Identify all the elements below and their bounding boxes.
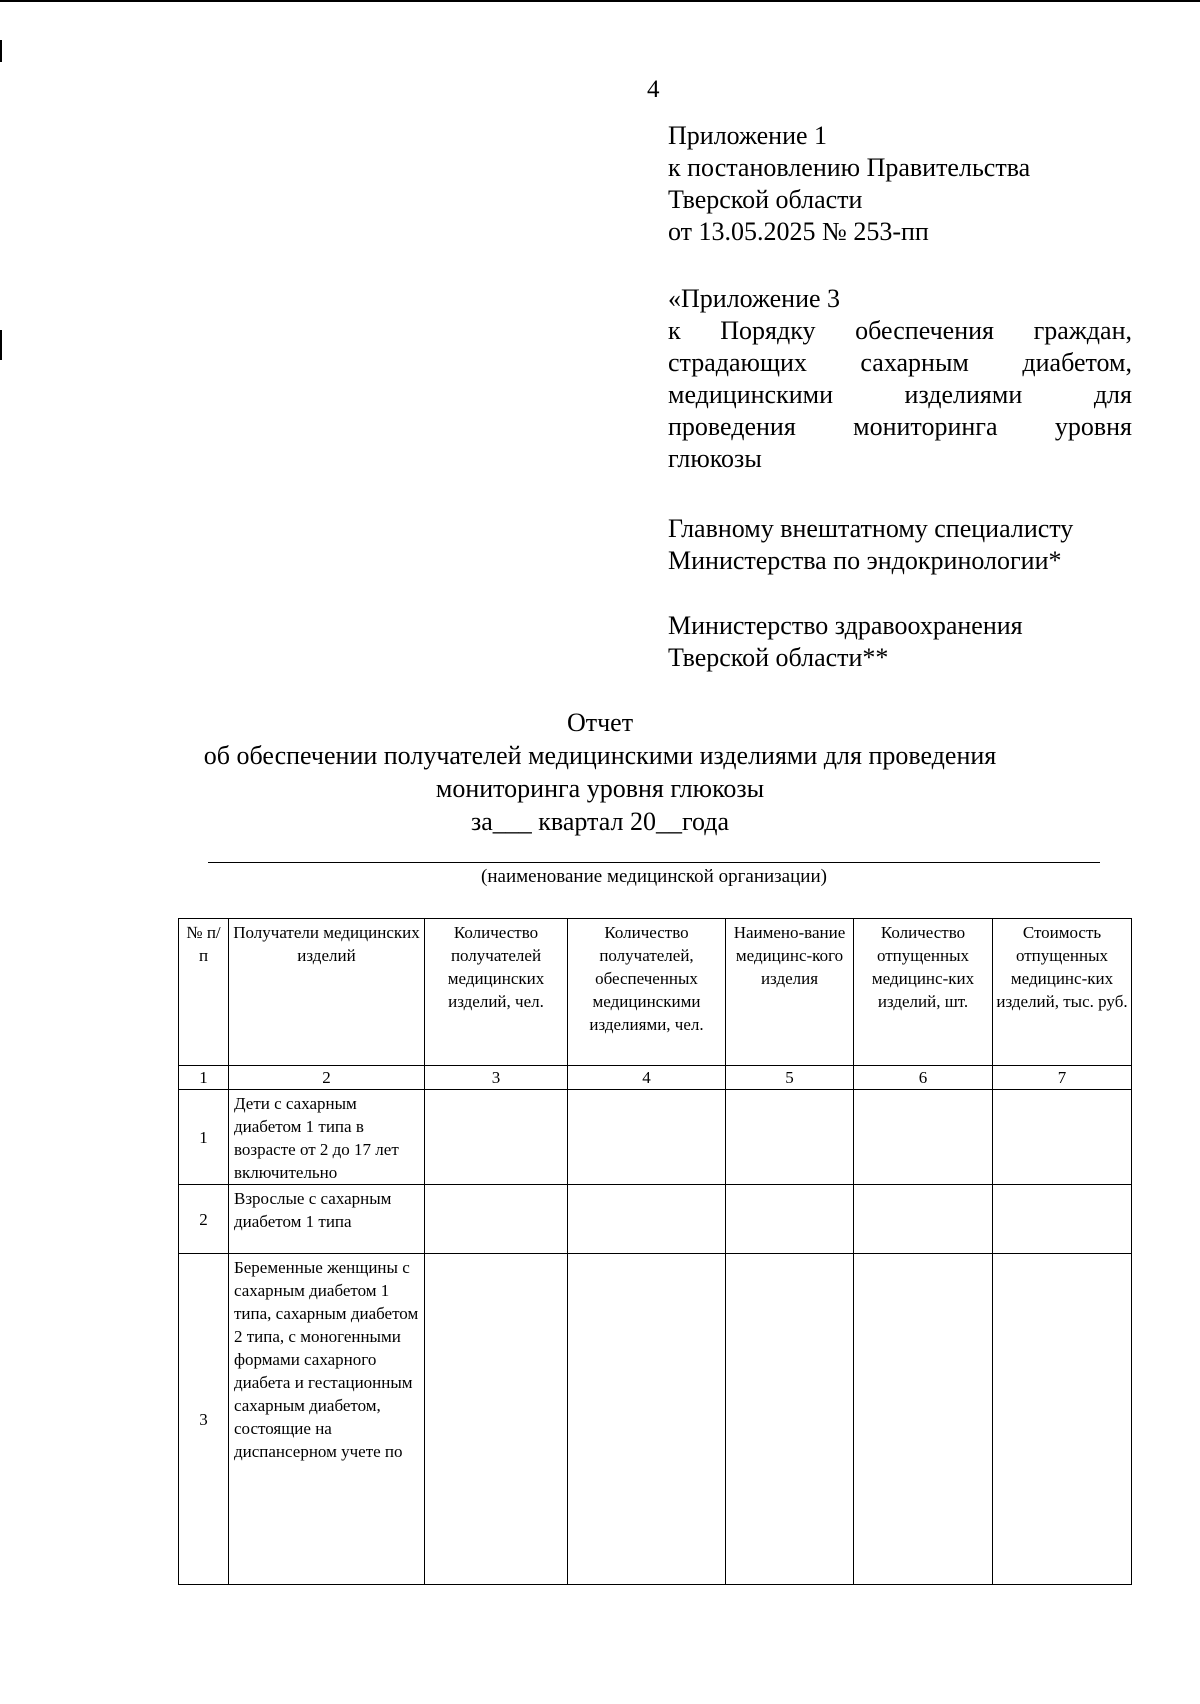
devices-cost-cell[interactable] [993,1254,1132,1585]
column-number: 3 [425,1066,568,1090]
table-header-row [179,919,1132,1066]
report-title-line: мониторинга уровня глюкозы [435,774,765,803]
addressee-line: Тверской области** [668,643,889,672]
page-number: 4 [647,76,660,103]
devices-issued-cell[interactable] [854,1185,993,1254]
table-row [179,1185,1132,1254]
report-title-line: об обеспечении получателей медицинскими изделиями для проведения [203,741,997,770]
row-number: 1 [179,1090,229,1185]
scan-edge-mark [0,40,2,62]
table-row [179,1090,1132,1185]
recipients-count-cell[interactable] [425,1254,568,1585]
report-title-line: Отчет [566,708,634,737]
column-number: 6 [854,1066,993,1090]
order-appendix-line: страдающих сахарным диабетом, [668,348,1132,377]
order-appendix-line: медицинскими изделиями для [668,380,1132,409]
organization-caption: (наименование медицинской организации) [481,866,827,887]
column-header: Количество отпущенных медицинс-ких изделий, шт. [854,919,993,1066]
column-header: Количество получателей, обеспеченных медицинскими изделиями, чел. [568,919,726,1066]
appendix-block [668,120,1132,248]
appendix-line: к постановлению Правительства [668,153,1031,182]
recipient-group: Дети с сахарным диабетом 1 типа в возрасте от 2 до 17 лет включительно [229,1090,425,1185]
column-number: 2 [229,1066,425,1090]
report-table [178,918,1132,1585]
report-title [0,706,1200,838]
order-appendix-line: проведения мониторинга уровня [668,412,1132,441]
column-header: Получатели медицинских изделий [229,919,425,1066]
scan-top-border [0,0,1200,2]
devices-issued-cell[interactable] [854,1090,993,1185]
addressee-line: Министерство здравоохранения [668,611,1023,640]
column-header: Количество получателей медицинских изделий, чел. [425,919,568,1066]
appendix-line: Тверской области [668,185,863,214]
device-name-cell[interactable] [726,1090,854,1185]
recipient-group: Взрослые с сахарным диабетом 1 типа [229,1185,425,1254]
appendix-line: от 13.05.2025 № 253-пп [668,217,929,246]
provided-count-cell[interactable] [568,1090,726,1185]
provided-count-cell[interactable] [568,1185,726,1254]
devices-cost-cell[interactable] [993,1185,1132,1254]
column-header: № п/п [179,919,229,1066]
addressee-line: Главному внештатному специалисту [668,514,1074,543]
provided-count-cell[interactable] [568,1254,726,1585]
column-number-row [179,1066,1132,1090]
devices-issued-cell[interactable] [854,1254,993,1585]
devices-cost-cell[interactable] [993,1090,1132,1185]
order-appendix-block [668,283,1132,475]
addressee-line: Министерства по эндокринологии* [668,546,1062,575]
recipient-group: Беременные женщины с сахарным диабетом 1 типа, сахарным диабетом 2 типа, с моногенными формами сахарного диабета и гестационным сахарным диабетом, состоящие на диспансерном учете по [229,1254,425,1585]
column-number: 7 [993,1066,1132,1090]
scan-edge-mark [0,330,2,360]
row-number: 3 [179,1254,229,1585]
order-appendix-heading: «Приложение 3 [668,284,841,313]
row-number: 2 [179,1185,229,1254]
column-header: Наимено-вание медицинс-кого изделия [726,919,854,1066]
column-number: 4 [568,1066,726,1090]
organization-name-line [208,862,1100,863]
column-number: 5 [726,1066,854,1090]
addressee-specialist [668,513,1132,577]
device-name-cell[interactable] [726,1185,854,1254]
column-header: Стоимость отпущенных медицинс-ких изделий, тыс. руб. [993,919,1132,1066]
column-number: 1 [179,1066,229,1090]
report-period-line: за___ квартал 20__года [470,807,730,836]
table-row [179,1254,1132,1585]
order-appendix-line: глюкозы [668,444,762,473]
device-name-cell[interactable] [726,1254,854,1585]
order-appendix-line: к Порядку обеспечения граждан, [668,316,1132,345]
appendix-line: Приложение 1 [668,121,828,150]
addressee-ministry [668,610,1132,674]
recipients-count-cell[interactable] [425,1090,568,1185]
recipients-count-cell[interactable] [425,1185,568,1254]
